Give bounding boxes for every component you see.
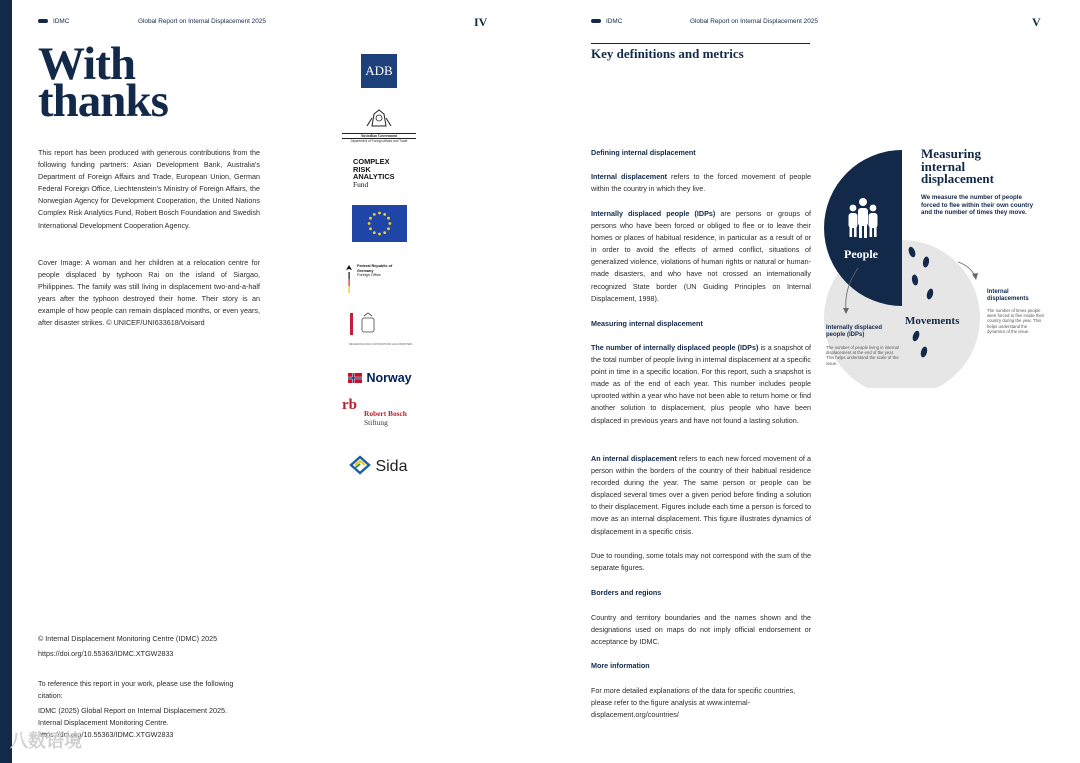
liechtenstein-crest-icon <box>349 312 379 338</box>
paragraph-borders: Country and territory boundaries and the names shown and the designations used on maps do not imply official endorsement or acceptance by IDMC. <box>591 613 811 647</box>
internal-displacements-label: Internal displacements <box>987 289 1029 302</box>
left-page-number: IV <box>474 15 488 29</box>
right-header-org: IDMC <box>591 18 622 25</box>
idps-description: The number of people living in internal displacement at the end of the year. This helps understand the scale of the issue. <box>826 345 899 366</box>
coat-of-arms-icon <box>364 108 394 128</box>
section-title: Key definitions and metrics <box>591 46 744 61</box>
figure-subtitle: We measure the number of people forced to flee within their own country and the number of times they move. <box>921 194 1034 216</box>
rb-mark-icon: rb <box>342 397 357 413</box>
eu-flag-logo <box>352 205 407 242</box>
figure-title: Measuring internal displacement <box>921 146 994 186</box>
paragraph-internal-displacements: An internal displacement refers to each new forced movement of a person within the borders of the country of their habitual residence recorded during the year. The same person or people can be displaced several times over a given period before finding a solution to their displacement. Figures include each time a person is forced to move as an internal displacement. This figure illustrates dynamics of displacement in a specific crisis. <box>591 454 811 536</box>
left-header-report: Global Report on Internal Displacement 2025 <box>138 18 266 25</box>
heading-borders: Borders and regions <box>591 588 662 597</box>
funding-paragraph: This report has been produced with generous contributions from the following funding partners: Asian Development Bank, Australia's Department of Foreign Affairs and Trade, European Union, German Federal Foreign Office, Liechtenstein's Ministry of Foreign Affairs, the Norwegian Agency for Development Cooperation, the United Nations Complex Risk Analytics Fund, Robert Bosch Foundation and Swedish International Development Cooperation Agency. <box>38 148 260 230</box>
internal-displacements-description: The number of times people were forced to flee inside their country during the year. This helps understand the dynamics of the issue. <box>987 308 1045 334</box>
liechtenstein-logo: REGIERUNG DES FÜRSTENTUMS LIECHTENSTEIN <box>349 312 419 346</box>
left-header-org: IDMC <box>38 18 69 25</box>
title-rule <box>591 43 810 44</box>
citation-line-3[interactable]: https://doi.org/10.55363/IDMC.XTGW2833 <box>38 730 174 739</box>
heading-more-info: More information <box>591 661 650 670</box>
adb-logo: ADB <box>361 54 397 88</box>
doi-link[interactable]: https://doi.org/10.55363/IDMC.XTGW2833 <box>38 649 174 658</box>
robert-bosch-stiftung-logo: rb Robert Bosch Stiftung <box>342 397 407 427</box>
paragraph-rounding: Due to rounding, some totals may not correspond with the sum of the separate figures. <box>591 551 811 573</box>
eu-stars-icon <box>352 205 407 242</box>
citation-intro: To reference this report in your work, please use the following citation: <box>38 679 234 701</box>
paragraph-more-info: For more detailed explanations of the data for specific countries, please refer to the figure analysis at www.internal-displacement.org/countries/ <box>591 686 796 720</box>
copyright-text: © Internal Displacement Monitoring Centre (IDMC) 2025 <box>38 634 218 643</box>
page-title: With thanks <box>38 38 168 127</box>
paragraph-internal-displacement: Internal displacement refers to the forced movement of people within the country in which they live. <box>591 172 811 194</box>
idps-label: Internally displaced people (IDPs) <box>826 325 883 338</box>
australian-government-logo: Australian Government Department of Foreign Affairs and Trade <box>342 108 416 143</box>
watermark: 八数语境 <box>10 731 82 751</box>
german-foreign-office-logo: Federal Republic of Germany Foreign Office <box>344 264 408 294</box>
heading-measuring: Measuring internal displacement <box>591 319 703 328</box>
page-spine <box>0 0 12 763</box>
sida-swirl-icon <box>349 455 371 475</box>
idmc-mark-icon <box>38 19 48 23</box>
people-label: People <box>844 247 878 261</box>
norway-logo: Norway <box>348 369 412 387</box>
heading-defining: Defining internal displacement <box>591 148 696 157</box>
paragraph-idps: Internally displaced people (IDPs) are persons or groups of persons who have been forced or obliged to flee or to leave their homes or places of habitual residence, in particular as a result of or in order to avoid the effects of armed conflict, situations of generalized violence, violations of human rights or natural or human-made disasters, and who have not crossed an internationally recognized State border (UN Guiding Principles on Internal Displacement, 1998). <box>591 209 811 303</box>
citation-line-1: IDMC (2025) Global Report on Internal Displacement 2025. <box>38 706 227 715</box>
paragraph-number-of-idps: The number of internally displaced people (IDPs) is a snapshot of the total number of people living in internal displacement at a specific point in time in a specific location. For this report, such a snapshot is made as of the end of each year. This number includes people uprooted within a year who have not been able to return home or find another solution to displacement, plus people who have been displaced in previous years and have not found a lasting solution. <box>591 343 812 425</box>
idmc-mark-icon <box>591 19 601 23</box>
right-header-report: Global Report on Internal Displacement 2025 <box>690 18 818 25</box>
sida-logo: Sida <box>349 455 407 476</box>
movements-label: Movements <box>905 315 960 327</box>
citation-line-2: Internal Displacement Monitoring Centre. <box>38 718 169 727</box>
cover-caption: Cover Image: A woman and her children at a relocation centre for people displaced by typhoon Rai on the island of Siargao, Philippines. The family was still living in displacement two-and-a-half years after the typhoon destroyed their home. Their story is an example of how people can remain displaced months, or even years, after disaster strikes. © UNICEF/UNI633618/Voisard <box>38 258 260 328</box>
right-page-number: V <box>1032 15 1041 29</box>
complex-risk-analytics-fund-logo: COMPLEX RISK ANALYTICS Fund <box>353 157 395 189</box>
norway-flag-icon <box>348 373 362 383</box>
german-eagle-icon <box>344 264 354 294</box>
displacements-arrowhead-icon <box>972 273 978 280</box>
